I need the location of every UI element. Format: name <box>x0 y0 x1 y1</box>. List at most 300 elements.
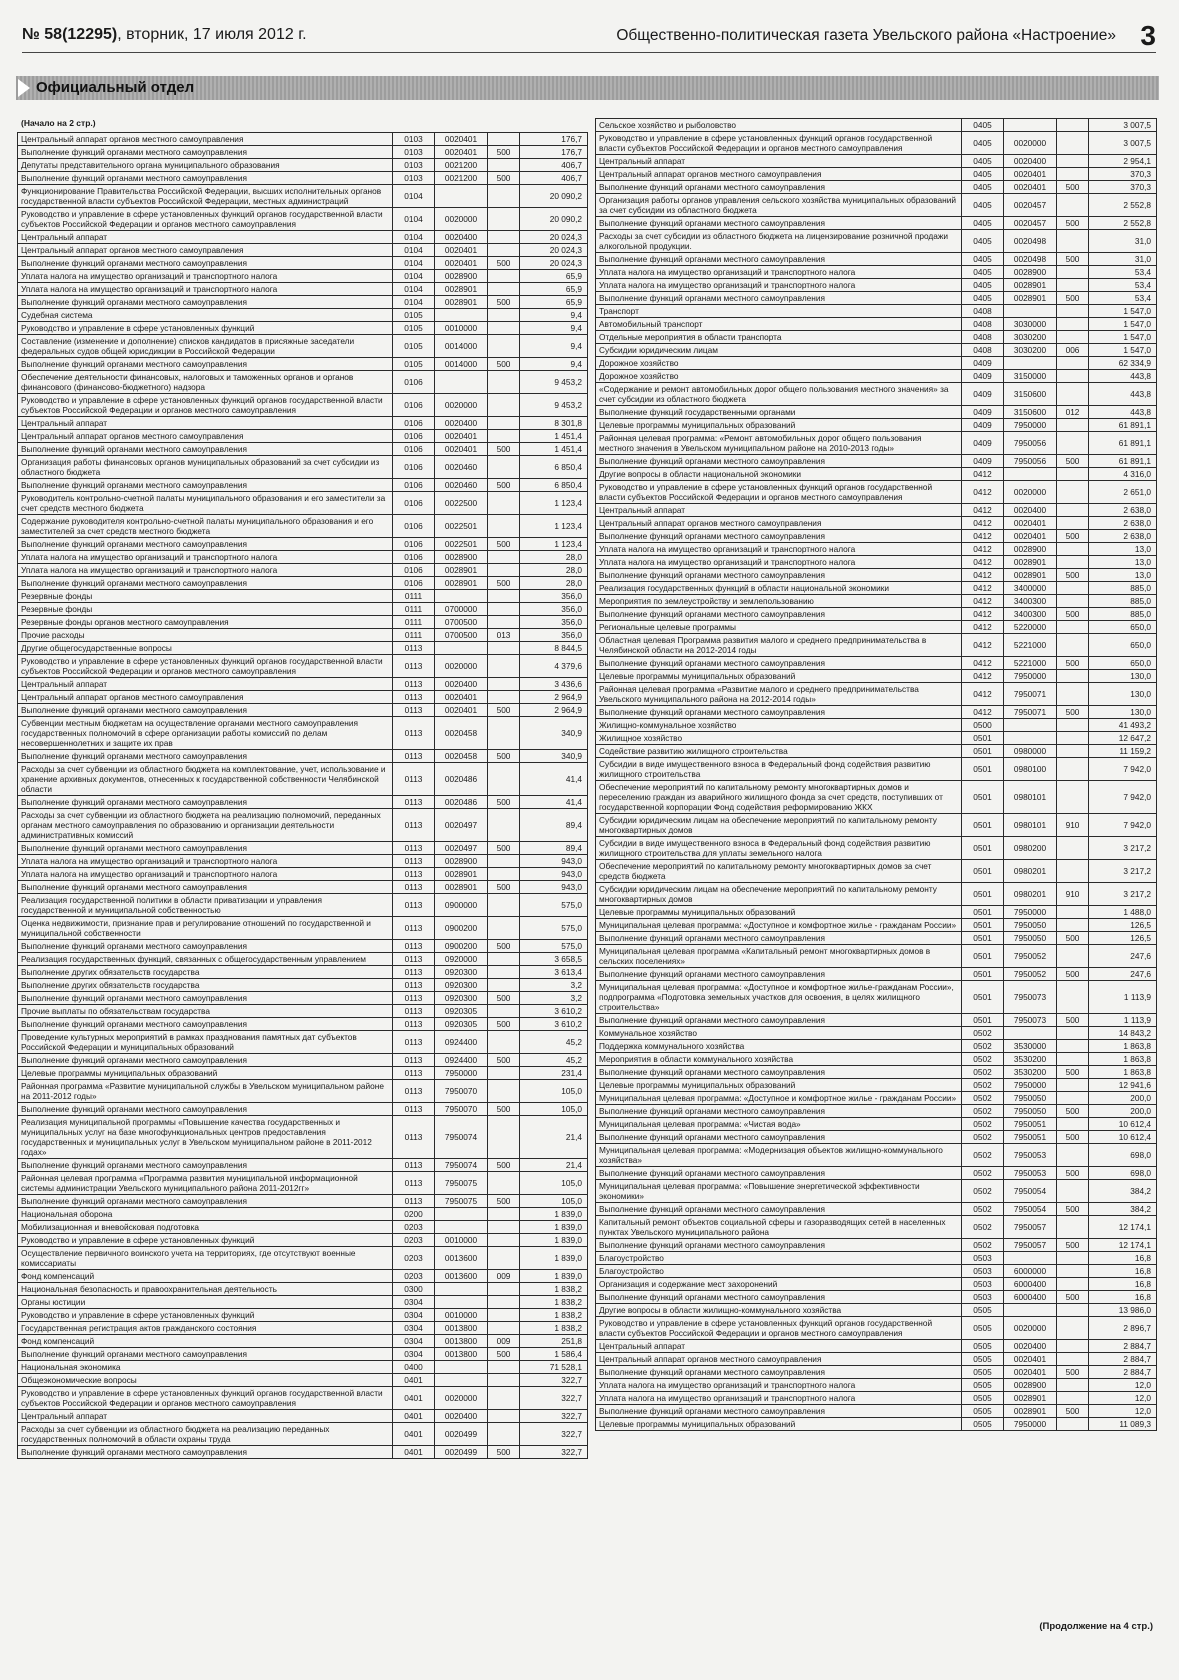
section-code: 0113 <box>393 691 435 704</box>
item-name: Поддержка коммунального хозяйства <box>596 1040 962 1053</box>
item-name: Центральный аппарат <box>596 504 962 517</box>
item-name: Центральный аппарат <box>596 155 962 168</box>
expense-type: 500 <box>1057 1014 1089 1027</box>
item-name: Резервные фонды органов местного самоуправления <box>18 616 393 629</box>
section-code: 0412 <box>962 468 1004 481</box>
amount: 21,4 <box>520 1116 588 1159</box>
item-name: Центральный аппарат органов местного самоуправления <box>596 517 962 530</box>
target-code: 7950056 <box>1004 432 1057 455</box>
section-code: 0412 <box>962 556 1004 569</box>
expense-type <box>488 1423 520 1446</box>
expense-type <box>1057 517 1089 530</box>
target-code: 0020401 <box>1004 1366 1057 1379</box>
expense-type <box>1057 860 1089 883</box>
section-code: 0104 <box>393 244 435 257</box>
target-code: 0028901 <box>435 577 488 590</box>
target-code: 0020000 <box>435 394 488 417</box>
section-code: 0113 <box>393 940 435 953</box>
section-code: 0106 <box>393 456 435 479</box>
expense-type <box>488 322 520 335</box>
amount: 16,8 <box>1089 1291 1157 1304</box>
target-code: 0028900 <box>1004 266 1057 279</box>
amount: 31,0 <box>1089 230 1157 253</box>
target-code: 0020458 <box>435 717 488 750</box>
expense-type <box>488 244 520 257</box>
amount: 45,2 <box>520 1054 588 1067</box>
expense-type <box>1057 906 1089 919</box>
table-row <box>596 1092 1157 1105</box>
target-code: 0014000 <box>435 358 488 371</box>
item-name: Выполнение функций органами местного самоуправления <box>596 530 962 543</box>
item-name: Выполнение функций органами местного самоуправления <box>18 443 393 456</box>
amount: 356,0 <box>520 616 588 629</box>
table-row <box>18 492 588 515</box>
section-code: 0501 <box>962 906 1004 919</box>
item-name: Фонд компенсаций <box>18 1270 393 1283</box>
section-code: 0501 <box>962 1014 1004 1027</box>
expense-type <box>488 1387 520 1410</box>
amount: 13 986,0 <box>1089 1304 1157 1317</box>
amount: 443,8 <box>1089 406 1157 419</box>
expense-type <box>1057 1092 1089 1105</box>
item-name: Уплата налога на имущество организаций и транспортного налога <box>596 1379 962 1392</box>
item-name: Функционирование Правительства Российской Федерации, высших исполнительных органов государственной власти субъектов Российской Федерации, местных администраций <box>18 185 393 208</box>
item-name: Районная целевая программа «Развитие малого и среднего предпринимательства Увельского муниципального района на 2012-2014 годы» <box>596 683 962 706</box>
target-code: 0020000 <box>1004 1317 1057 1340</box>
table-row <box>18 1247 588 1270</box>
section-code: 0409 <box>962 383 1004 406</box>
amount: 1 863,8 <box>1089 1053 1157 1066</box>
table-row <box>18 335 588 358</box>
item-name: Осуществление первичного воинского учета на территориях, где отсутствуют военные комиссариаты <box>18 1247 393 1270</box>
table-row <box>596 569 1157 582</box>
expense-type <box>1057 1379 1089 1392</box>
target-code: 0028900 <box>435 551 488 564</box>
section-code: 0113 <box>393 1018 435 1031</box>
target-code: 0013600 <box>435 1270 488 1283</box>
item-name: Центральный аппарат <box>18 231 393 244</box>
amount: 9,4 <box>520 309 588 322</box>
expense-type <box>488 678 520 691</box>
section-code: 0106 <box>393 394 435 417</box>
section-code: 0113 <box>393 1159 435 1172</box>
table-row <box>596 1167 1157 1180</box>
table-row <box>18 430 588 443</box>
expense-type: 500 <box>488 842 520 855</box>
expense-type: 500 <box>1057 530 1089 543</box>
target-code: 7950050 <box>1004 1092 1057 1105</box>
section-code: 0503 <box>962 1291 1004 1304</box>
target-code: 0020401 <box>435 244 488 257</box>
item-name: Жилищно-коммунальное хозяйство <box>596 719 962 732</box>
amount: 16,8 <box>1089 1265 1157 1278</box>
expense-type <box>1057 168 1089 181</box>
target-code: 7950050 <box>1004 919 1057 932</box>
target-code: 0020457 <box>1004 194 1057 217</box>
table-row <box>596 432 1157 455</box>
target-code: 7950075 <box>435 1195 488 1208</box>
expense-type: 500 <box>488 1103 520 1116</box>
target-code: 0020460 <box>435 479 488 492</box>
table-row <box>18 146 588 159</box>
section-code: 0501 <box>962 932 1004 945</box>
amount: 12,0 <box>1089 1392 1157 1405</box>
item-name: Центральный аппарат органов местного самоуправления <box>18 244 393 257</box>
expense-type <box>1057 732 1089 745</box>
amount: 2 552,8 <box>1089 194 1157 217</box>
amount: 943,0 <box>520 855 588 868</box>
amount: 1 113,9 <box>1089 981 1157 1014</box>
amount: 1 547,0 <box>1089 318 1157 331</box>
table-row <box>596 1239 1157 1252</box>
section-code: 0304 <box>393 1335 435 1348</box>
item-name: Районная программа «Развитие муниципальной службы в Увельском муниципальном районе на 2011-2012 годы» <box>18 1080 393 1103</box>
table-row <box>18 979 588 992</box>
section-code: 0502 <box>962 1053 1004 1066</box>
expense-type <box>1057 1144 1089 1167</box>
amount: 12,0 <box>1089 1405 1157 1418</box>
expense-type <box>1057 155 1089 168</box>
amount: 105,0 <box>520 1172 588 1195</box>
amount: 53,4 <box>1089 266 1157 279</box>
target-code: 7950053 <box>1004 1167 1057 1180</box>
target-code: 0020401 <box>435 704 488 717</box>
section-code: 0113 <box>393 842 435 855</box>
table-row <box>18 616 588 629</box>
expense-type: 500 <box>1057 1239 1089 1252</box>
target-code: 0020401 <box>435 146 488 159</box>
amount: 200,0 <box>1089 1105 1157 1118</box>
amount: 1 586,4 <box>520 1348 588 1361</box>
item-name: Субвенции местным бюджетам на осуществление органами местного самоуправления государственных полномочий в сфере организации работы комиссий по делам несовершеннолетних и защите их прав <box>18 717 393 750</box>
section-code: 0505 <box>962 1317 1004 1340</box>
target-code: 7950074 <box>435 1116 488 1159</box>
target-code: 0920300 <box>435 992 488 1005</box>
target-code: 0020401 <box>435 257 488 270</box>
table-row <box>596 1014 1157 1027</box>
item-name: Выполнение функций органами местного самоуправления <box>596 1066 962 1079</box>
target-code: 0028900 <box>435 855 488 868</box>
table-row <box>18 283 588 296</box>
table-row <box>596 1405 1157 1418</box>
item-name: Государственная регистрация актов гражданского состояния <box>18 1322 393 1335</box>
table-row <box>596 357 1157 370</box>
target-code: 0020401 <box>435 430 488 443</box>
target-code: 5221000 <box>1004 657 1057 670</box>
section-code: 0106 <box>393 551 435 564</box>
item-name: Центральный аппарат органов местного самоуправления <box>18 133 393 146</box>
expense-type: 500 <box>488 577 520 590</box>
section-code: 0409 <box>962 455 1004 468</box>
item-name: Уплата налога на имущество организаций и транспортного налога <box>596 266 962 279</box>
amount: 13,0 <box>1089 556 1157 569</box>
section-code: 0412 <box>962 582 1004 595</box>
expense-type <box>488 335 520 358</box>
target-code: 0021200 <box>435 159 488 172</box>
amount: 21,4 <box>520 1159 588 1172</box>
target-code: 0028901 <box>1004 1405 1057 1418</box>
target-code: 0028901 <box>1004 1392 1057 1405</box>
expense-type <box>1057 1027 1089 1040</box>
expense-type <box>1057 1353 1089 1366</box>
section-code: 0502 <box>962 1092 1004 1105</box>
table-row <box>18 1374 588 1387</box>
expense-type <box>488 655 520 678</box>
expense-type <box>1057 432 1089 455</box>
item-name: Выполнение функций органами местного самоуправления <box>18 881 393 894</box>
table-row <box>18 1270 588 1283</box>
item-name: Выполнение функций органами местного самоуправления <box>18 296 393 309</box>
section-code: 0113 <box>393 678 435 691</box>
item-name: Дорожное хозяйство <box>596 370 962 383</box>
item-name: Субсидии юридическим лицам на обеспечение мероприятий по капитальному ремонту многоквартирных домов <box>596 883 962 906</box>
target-code: 0980000 <box>1004 745 1057 758</box>
section-code: 0505 <box>962 1379 1004 1392</box>
expense-type <box>1057 383 1089 406</box>
table-row <box>596 582 1157 595</box>
item-name: Центральный аппарат <box>18 678 393 691</box>
table-row <box>18 691 588 704</box>
item-name: Руководство и управление в сфере установленных функций <box>18 322 393 335</box>
table-row <box>18 1159 588 1172</box>
amount: 176,7 <box>520 146 588 159</box>
table-row <box>596 344 1157 357</box>
target-code: 7950070 <box>435 1080 488 1103</box>
table-row <box>18 1296 588 1309</box>
target-code: 0028900 <box>435 270 488 283</box>
expense-type <box>1057 556 1089 569</box>
item-name: Выполнение других обязательств государства <box>18 979 393 992</box>
expense-type <box>1057 745 1089 758</box>
expense-type: 013 <box>488 629 520 642</box>
amount: 575,0 <box>520 940 588 953</box>
target-code: 0980201 <box>1004 860 1057 883</box>
section-code: 0501 <box>962 981 1004 1014</box>
table-row <box>18 358 588 371</box>
amount: 7 942,0 <box>1089 814 1157 837</box>
target-code: 0020486 <box>435 796 488 809</box>
target-code: 0900200 <box>435 940 488 953</box>
amount: 2 964,9 <box>520 704 588 717</box>
target-code: 0020401 <box>1004 1353 1057 1366</box>
target-code: 7950051 <box>1004 1131 1057 1144</box>
amount: 28,0 <box>520 564 588 577</box>
table-row <box>18 881 588 894</box>
table-row <box>18 577 588 590</box>
item-name: Центральный аппарат <box>596 1340 962 1353</box>
amount: 65,9 <box>520 270 588 283</box>
amount: 1 839,0 <box>520 1270 588 1283</box>
expense-type <box>1057 481 1089 504</box>
section-code: 0113 <box>393 704 435 717</box>
section-code: 0106 <box>393 538 435 551</box>
target-code: 0020000 <box>435 1387 488 1410</box>
table-row <box>18 1067 588 1080</box>
section-code: 0501 <box>962 745 1004 758</box>
expense-type <box>488 371 520 394</box>
table-row <box>18 443 588 456</box>
section-code: 0501 <box>962 945 1004 968</box>
target-code <box>1004 1252 1057 1265</box>
target-code: 7950050 <box>1004 1105 1057 1118</box>
item-name: Выполнение функций органами местного самоуправления <box>596 1291 962 1304</box>
expense-type <box>1057 1304 1089 1317</box>
item-name: Муниципальная целевая программа: «Доступное и комфортное жилье-гражданам России», подпрограмма «Подготовка земельных участков для освоения, в целях жилищного строительства» <box>596 981 962 1014</box>
section-code: 0505 <box>962 1418 1004 1431</box>
expense-type <box>1057 1340 1089 1353</box>
item-name: Выполнение функций органами местного самоуправления <box>596 1131 962 1144</box>
expense-type <box>488 917 520 940</box>
target-code: 0020460 <box>435 456 488 479</box>
section-code: 0113 <box>393 992 435 1005</box>
item-name: Выполнение функций органами местного самоуправления <box>596 1105 962 1118</box>
section-code: 0401 <box>393 1374 435 1387</box>
section-code: 0113 <box>393 953 435 966</box>
item-name: Уплата налога на имущество организаций и транспортного налога <box>18 270 393 283</box>
item-name: Выполнение функций органами местного самоуправления <box>18 842 393 855</box>
item-name: Судебная система <box>18 309 393 322</box>
amount: 8 301,8 <box>520 417 588 430</box>
section-code: 0412 <box>962 634 1004 657</box>
target-code <box>1004 357 1057 370</box>
amount: 650,0 <box>1089 634 1157 657</box>
section-code: 0103 <box>393 172 435 185</box>
target-code: 0010000 <box>435 1309 488 1322</box>
target-code: 0920000 <box>435 953 488 966</box>
expense-type <box>1057 1040 1089 1053</box>
expense-type <box>488 894 520 917</box>
item-name: Региональные целевые программы <box>596 621 962 634</box>
item-name: Муниципальная целевая программа: «Повышение энергетической эффективности экономики» <box>596 1180 962 1203</box>
amount: 105,0 <box>520 1195 588 1208</box>
table-row <box>18 1195 588 1208</box>
target-code: 0028900 <box>1004 1379 1057 1392</box>
amount: 322,7 <box>520 1374 588 1387</box>
amount: 89,4 <box>520 809 588 842</box>
expense-type <box>1057 670 1089 683</box>
table-row <box>18 940 588 953</box>
section-code: 0412 <box>962 517 1004 530</box>
item-name: Реализация государственных функций в области национальной экономики <box>596 582 962 595</box>
section-code: 0501 <box>962 814 1004 837</box>
expense-type <box>1057 1079 1089 1092</box>
item-name: Муниципальная целевая программа: «Чистая вода» <box>596 1118 962 1131</box>
item-name: Уплата налога на имущество организаций и транспортного налога <box>596 543 962 556</box>
table-row <box>596 621 1157 634</box>
amount: 130,0 <box>1089 670 1157 683</box>
expense-type <box>488 1296 520 1309</box>
target-code: 0028901 <box>435 296 488 309</box>
item-name: Выполнение функций органами местного самоуправления <box>596 968 962 981</box>
expense-type <box>1057 194 1089 217</box>
expense-type: 500 <box>1057 968 1089 981</box>
amount: 12 647,2 <box>1089 732 1157 745</box>
amount: 2 954,1 <box>1089 155 1157 168</box>
item-name: Расходы за счет субсидии из областного бюджета на лицензирование розничной продажи алкогольной продукции. <box>596 230 962 253</box>
section-code: 0412 <box>962 543 1004 556</box>
table-row <box>18 159 588 172</box>
section-code: 0501 <box>962 732 1004 745</box>
table-row <box>18 750 588 763</box>
table-row <box>18 655 588 678</box>
section-code: 0104 <box>393 283 435 296</box>
section-code: 0105 <box>393 335 435 358</box>
target-code: 7950000 <box>1004 1418 1057 1431</box>
target-code <box>1004 732 1057 745</box>
table-row <box>596 181 1157 194</box>
item-name: Субсидии в виде имущественного взноса в Федеральный фонд содействия развитию жилищного строительства для уплаты земельного налога <box>596 837 962 860</box>
target-code: 3400300 <box>1004 595 1057 608</box>
section-code: 0103 <box>393 133 435 146</box>
item-name: Другие вопросы в области национальной экономики <box>596 468 962 481</box>
expense-type <box>488 417 520 430</box>
section-code: 0405 <box>962 194 1004 217</box>
amount: 62 334,9 <box>1089 357 1157 370</box>
table-row <box>18 855 588 868</box>
item-name: Расходы за счет субвенции из областного бюджета на комплектование, учет, использование и хранение архивных документов, отнесенных к государственной собственности Челябинской области <box>18 763 393 796</box>
item-name: Выполнение функций государственными органами <box>596 406 962 419</box>
target-code: 0020486 <box>435 763 488 796</box>
expense-type <box>488 430 520 443</box>
amount: 2 552,8 <box>1089 217 1157 230</box>
amount: 698,0 <box>1089 1167 1157 1180</box>
expense-type: 500 <box>1057 253 1089 266</box>
section-code: 0105 <box>393 322 435 335</box>
target-code: 0980101 <box>1004 814 1057 837</box>
table-row <box>18 917 588 940</box>
table-row <box>596 1118 1157 1131</box>
amount: 2 896,7 <box>1089 1317 1157 1340</box>
item-name: Благоустройство <box>596 1265 962 1278</box>
section-code: 0304 <box>393 1348 435 1361</box>
table-row <box>596 530 1157 543</box>
target-code: 0020458 <box>435 750 488 763</box>
item-name: Реализация государственных функций, связанных с общегосударственным управлением <box>18 953 393 966</box>
expense-type: 500 <box>1057 1066 1089 1079</box>
section-code: 0401 <box>393 1387 435 1410</box>
amount: 3 613,4 <box>520 966 588 979</box>
section-code: 0412 <box>962 621 1004 634</box>
issue-date: , вторник, 17 июля 2012 г. <box>117 26 307 43</box>
item-name: Автомобильный транспорт <box>596 318 962 331</box>
target-code: 3150600 <box>1004 383 1057 406</box>
table-row <box>596 1079 1157 1092</box>
amount: 322,7 <box>520 1423 588 1446</box>
amount: 8 844,5 <box>520 642 588 655</box>
table-row <box>596 543 1157 556</box>
table-row <box>596 331 1157 344</box>
table-row <box>596 1317 1157 1340</box>
expense-type: 500 <box>1057 1167 1089 1180</box>
expense-type <box>488 515 520 538</box>
table-row <box>596 1353 1157 1366</box>
section-code: 0405 <box>962 155 1004 168</box>
table-row <box>596 595 1157 608</box>
expense-type <box>1057 758 1089 781</box>
section-code: 0113 <box>393 1103 435 1116</box>
amount: 3 610,2 <box>520 1005 588 1018</box>
item-name: Мероприятия по землеустройству и землепользованию <box>596 595 962 608</box>
item-name: Национальная экономика <box>18 1361 393 1374</box>
amount: 130,0 <box>1089 706 1157 719</box>
amount: 384,2 <box>1089 1203 1157 1216</box>
expense-type: 500 <box>488 940 520 953</box>
item-name: Выполнение функций органами местного самоуправления <box>596 569 962 582</box>
section-code: 0104 <box>393 185 435 208</box>
target-code: 3530200 <box>1004 1053 1057 1066</box>
table-row <box>18 296 588 309</box>
expense-type: 500 <box>1057 569 1089 582</box>
